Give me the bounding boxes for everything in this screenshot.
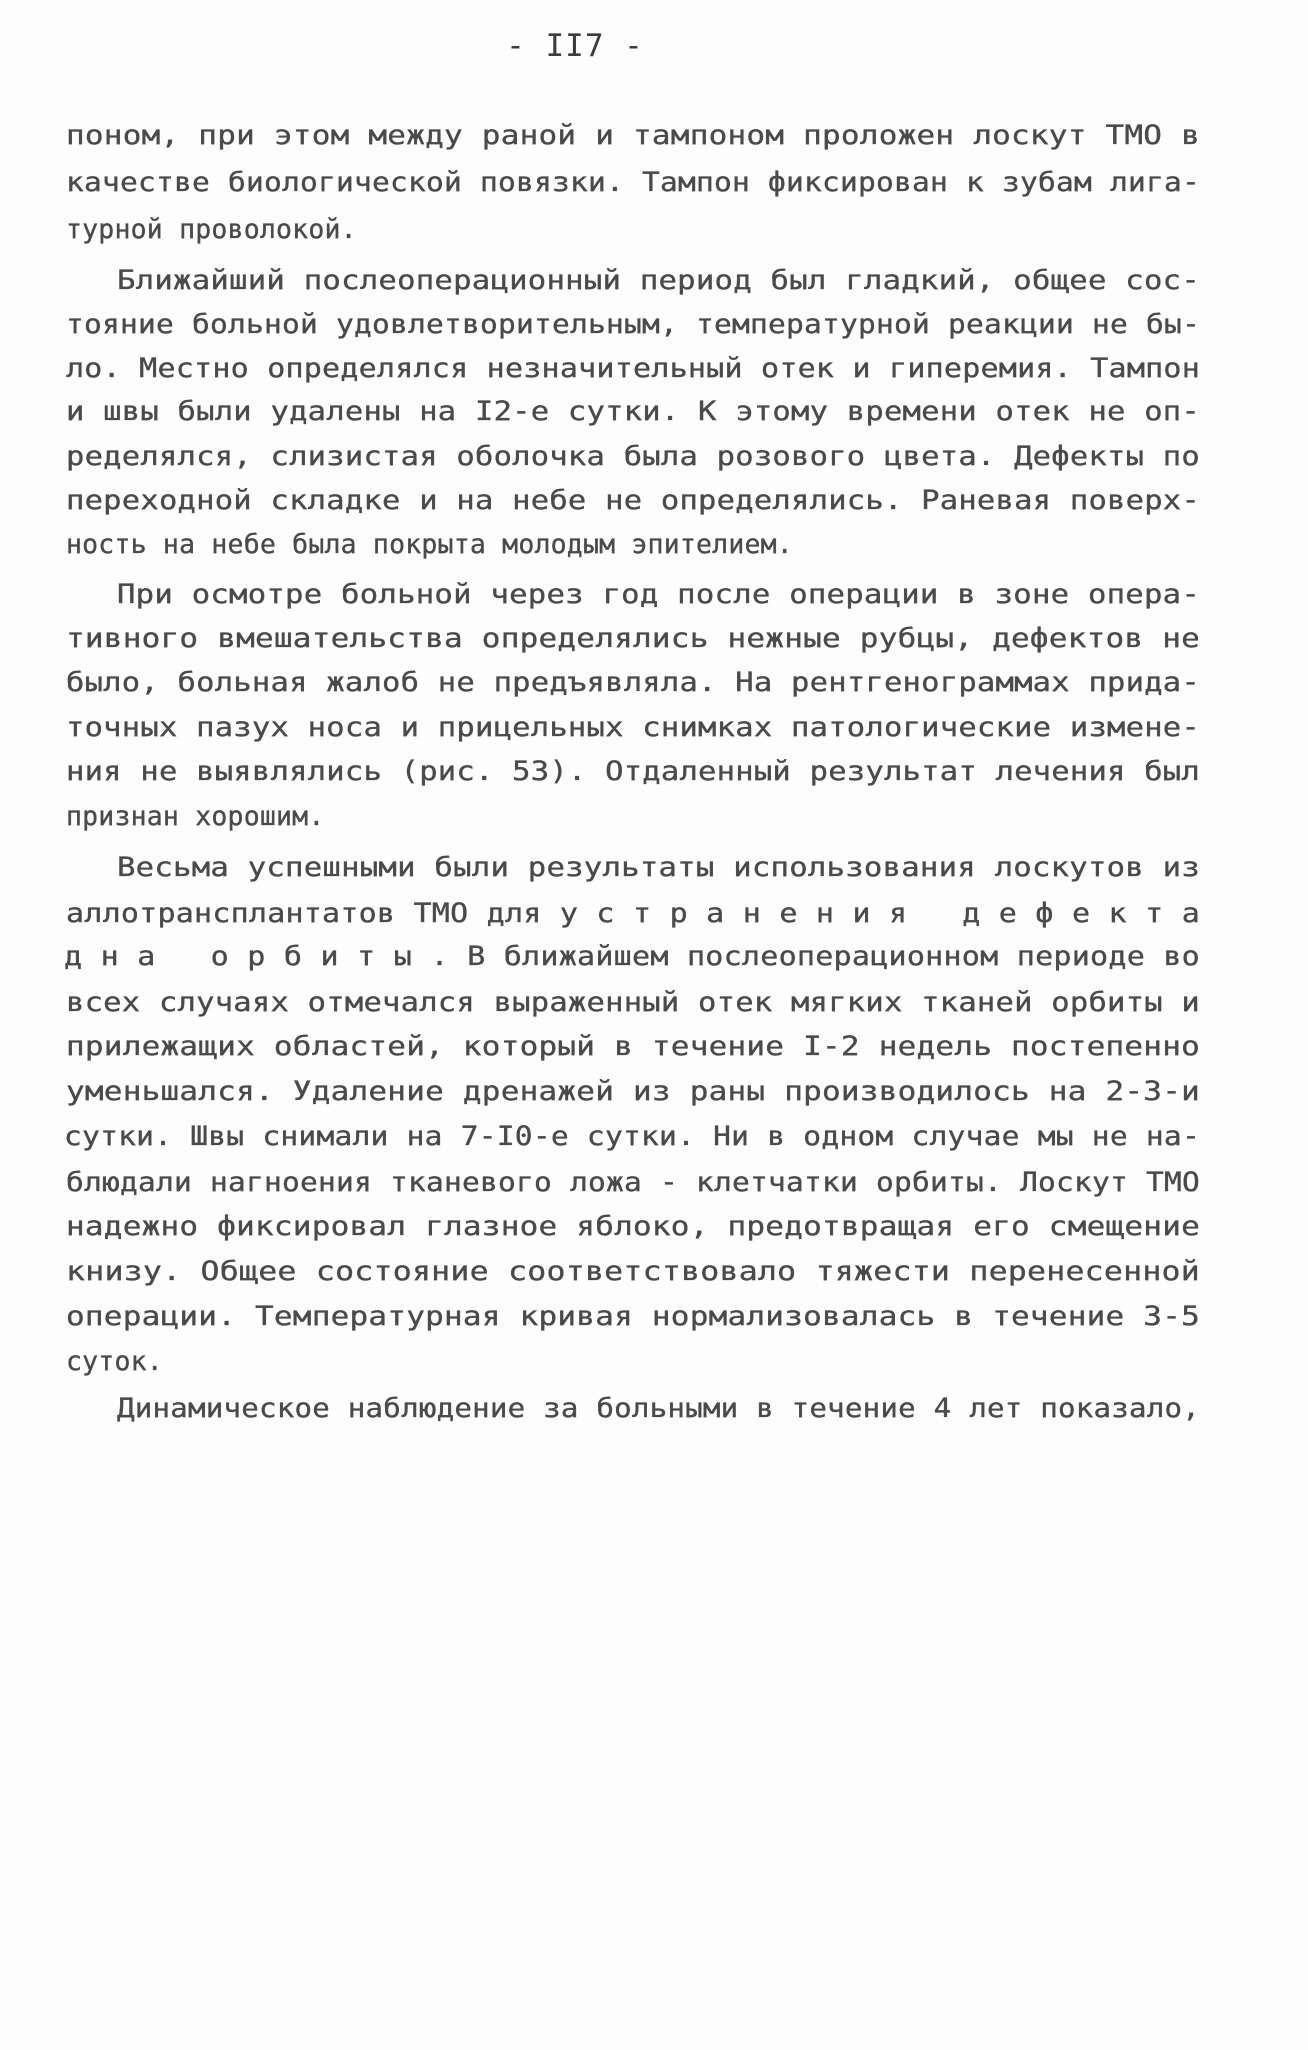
text-line: переходной складке и на небе не определялись. Раневая поверх- <box>66 485 1200 516</box>
text-line: точных пазух носа и прицельных снимках патологические измене- <box>66 712 1200 743</box>
text-line: качестве биологической повязки. Тампон фиксирован к зубам лига- <box>66 167 1200 198</box>
text-line: блюдали нагноения тканевого ложа - клетчатки орбиты. Лоскут ТМО <box>66 1167 1200 1198</box>
text-line: д н а о р б и т ы . В ближайшем послеоперационном периоде во <box>64 941 1200 972</box>
text-line: поном, при этом между раной и тампоном проложен лоскут ТМО в <box>66 120 1200 151</box>
text-line: уменьшался. Удаление дренажей из раны производилось на 2-3-и <box>66 1076 1200 1107</box>
text-line: ность на небе была покрыта молодым эпителием. <box>66 529 793 560</box>
text-line: суток. <box>66 1346 163 1377</box>
text-line: всех случаях отмечался выраженный отек мягких тканей орбиты и <box>66 987 1200 1018</box>
text-line: Ближайший послеоперационный период был гладкий, общее сос- <box>117 265 1200 296</box>
text-line: турной проволокой. <box>66 214 357 245</box>
text-line: и швы были удалены на I2-е сутки. К этому времени отек не оп- <box>66 396 1200 427</box>
text-line: При осмотре больной через год после операции в зоне опера- <box>117 579 1200 610</box>
text-line: ределялся, слизистая оболочка была розового цвета. Дефекты по <box>66 441 1200 472</box>
text-line: прилежащих областей, который в течение I-2 недель постепенно <box>66 1031 1200 1062</box>
text-line: Весьма успешными были результаты использования лоскутов из <box>117 852 1200 883</box>
text-line: сутки. Швы снимали на 7-I0-е сутки. Ни в одном случае мы не на- <box>64 1121 1200 1152</box>
text-line: аллотрансплантатов ТМО для у с т р а н е н и я д е ф е к т а <box>66 898 1200 929</box>
text-line: операции. Температурная кривая нормализовалась в течение 3-5 <box>66 1301 1200 1332</box>
text-line: ния не выявлялись (рис. 53). Отдаленный результат лечения был <box>66 756 1200 787</box>
text-line: было, больная жалоб не предъявляла. На рентгенограммах прида- <box>66 667 1200 698</box>
text-line: ло. Местно определялся незначительный отек и гиперемия. Тампон <box>66 353 1200 384</box>
text-line: Динамическое наблюдение за больными в течение 4 лет показало, <box>117 1393 1200 1424</box>
text-line: надежно фиксировал глазное яблоко, предотвращая его смещение <box>66 1211 1200 1242</box>
text-line: признан хорошим. <box>66 801 325 832</box>
text-line: тивного вмешательства определялись нежные рубцы, дефектов не <box>66 623 1200 654</box>
page-number: - II7 - <box>506 28 644 64</box>
text-line: тояние больной удовлетворительным, температурной реакции не бы- <box>66 309 1200 340</box>
text-line: книзу. Общее состояние соответствовало тяжести перенесенной <box>66 1256 1200 1287</box>
